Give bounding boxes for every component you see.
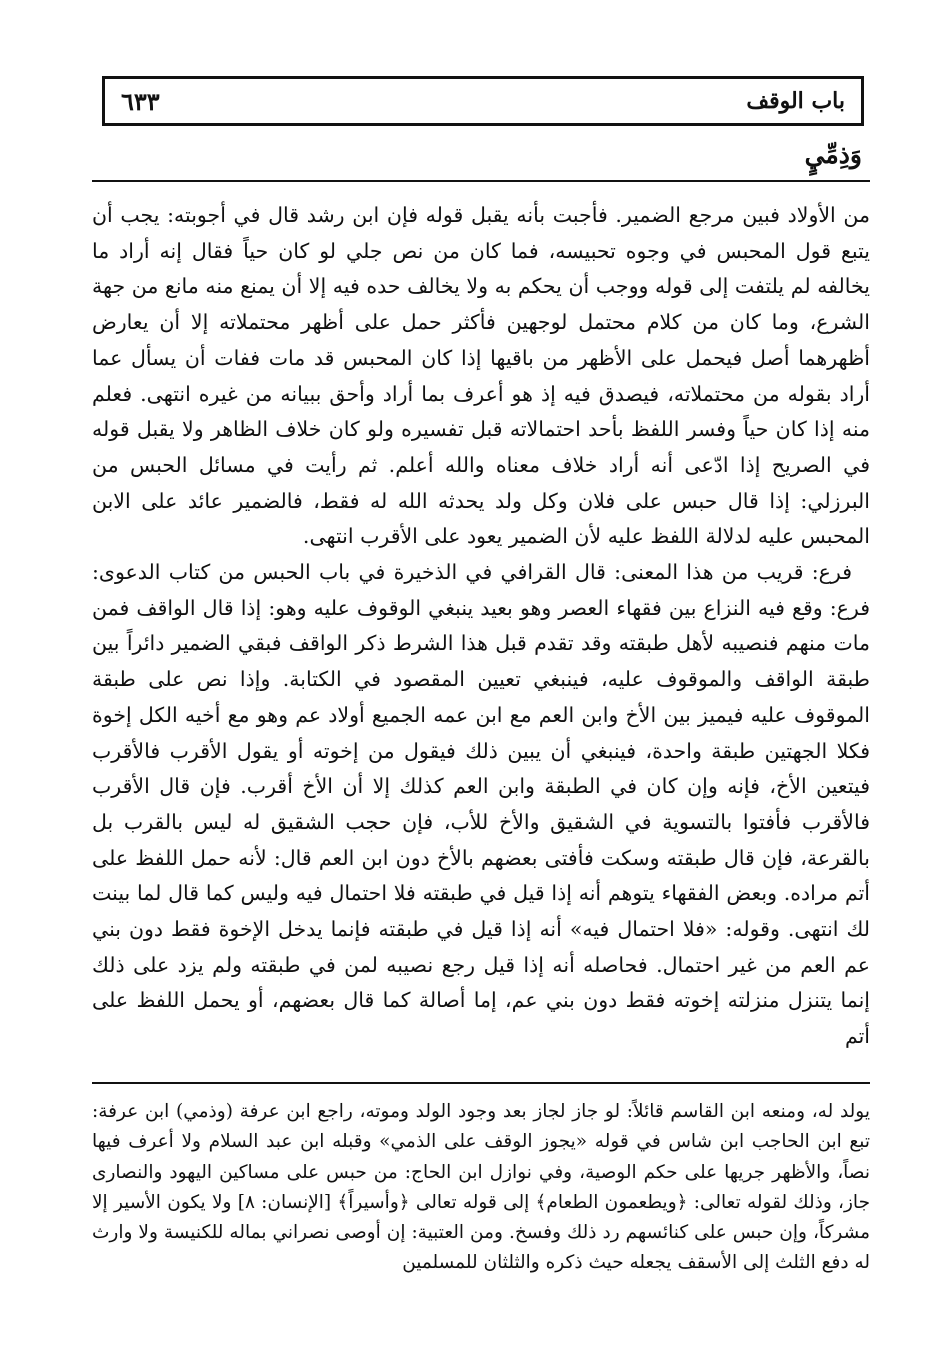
main-paragraph-2: فرع: قريب من هذا المعنى: قال القرافي في الذخيرة في باب الحبس من كتاب الدعوى: فرع: وقع فيه النزاع بين فقهاء العصر وهو بعيد ينبغي الوقوف عليه وهو: إذا قال الواقف فمن مات منهم فنصيبه لأهل طبقته وقد تقدم قبل هذا الشرط ذكر الواقف فبقي الضمير دائراً بين طبقة الواقف والموقوف عليه، فينبغي تعيين المقصود في الكتابة. وإذا نص على طبقة الموقوف عليه فيميز بين الأخ وابن العم مع ابن عمه الجميع أولاد عم وهو مع أخيه الكل إخوة فكلا الجهتين طبقة واحدة، فينبغي أن يبين ذلك فيقول من إخوته أو يقول الأقرب فالأقرب فيتعين الأخ، فإنه وإن كان في الطبقة وابن العم كذلك إلا أن الأخ أقرب. فإن قال الأقرب فالأقرب فأفتوا بالتسوية في الشقيق والأخ للأب، فإن حجب الشقيق له ليس بالقرب بل بالقرعة، فإن قال طبقته وسكت فأفتى بعضهم بالأخ دون ابن العم قال: لأنه حمل اللفظ على أتم مراده. وبعض الفقهاء يتوهم أنه إذا قيل في طبقته فلا احتمال فيه وليس كما قال لما بينت لك انتهى. وقوله: «فلا احتمال فيه» أنه إذا قيل في طبقته فإنما يدخل الإخوة فقط دون بني عم العم من غير احتمال. فحاصله أنه إذا قيل رجع نصيبه لمن في طبقته ولم يزد على ذلك إنما يتنزل منزلته إخوته فقط دون بني عم، إما أصالة كما قال بعضهم، أو يحمل اللفظ على أتم	[92, 560, 870, 1049]
footnote-divider	[92, 1082, 870, 1084]
page-number: ٦٣٣	[121, 86, 160, 116]
footnotes: يولد له، ومنعه ابن القاسم قائلاً: لو جاز لجاز بعد وجود الولد وموته، راجع ابن عرفة (وذمي) ابن عرفة: تبع ابن الحاجب ابن شاس في قوله «يجوز الوقف على الذمي» وقبله ابن عبد السلام ولا أعرف فيها نصاً، والأظهر جريها على حكم الوصية، وفي نوازل ابن الحاج: من حبس على مساكين اليهود والنصارى جاز، وذلك لقوله تعالى: ﴿ويطعمون الطعام﴾ إلى قوله تعالى ﴿وأسيراً﴾ [الإنسان: ٨] ولا يكون الأسير إلا مشركاً، وإن حبس على كنائسهم رد ذلك وفسخ. ومن العتبية: إن أوصى نصراني بماله للكنيسة ولا وارث له دفع الثلث إلى الأسقف يجعله حيث ذكره والثلثان للمسلمين	[92, 1101, 871, 1274]
top-divider	[92, 180, 870, 182]
lemma-heading: وَذِمِّيٍ	[804, 140, 862, 169]
main-text	[92, 198, 870, 1055]
page-header	[102, 76, 864, 126]
chapter-title: باب الوقف	[746, 88, 845, 114]
main-paragraph-1: من الأولاد فبين مرجع الضمير. فأجبت بأنه يقبل قوله فإن ابن رشد قال في أجوبته: يجب أن يتبع قول المحبس في وجوه تحبيسه، فما كان من نص جلي لو كان حياً فقال إنه أراد ما يخالفه لم يلتفت إلى قوله ووجب أن يحكم به ولا يخالف حده فيه إلا أن يمنع منه مانع من جهة الشرع، وما كان من كلام محتمل لوجهين فأكثر حمل على أظهر محتملاته إلا أن يعارض أظهرهما أصل فيحمل على الأظهر من باقيها إذا كان المحبس قد مات ففات أن يسأل عما أراد بقوله من محتملاته، فيصدق فيه إذ هو أعرف بما أراد وأحق ببيانه من غيره انتهى. فعلم منه إذا كان حياً وفسر اللفظ بأحد احتمالاته قبل تفسيره ولو كان خلاف الظاهر ولا يقبل قوله في الصريح إذا ادّعى أنه أراد خلاف معناه والله أعلم. ثم رأيت في مسائل الحبس من البرزلي: إذا قال حبس على فلان وكل ولد يحدثه الله له فقط، فالضمير عائد على الابن المحبس عليه لدلالة اللفظ عليه لأن الضمير يعود على الأقرب انتهى.	[92, 203, 870, 549]
